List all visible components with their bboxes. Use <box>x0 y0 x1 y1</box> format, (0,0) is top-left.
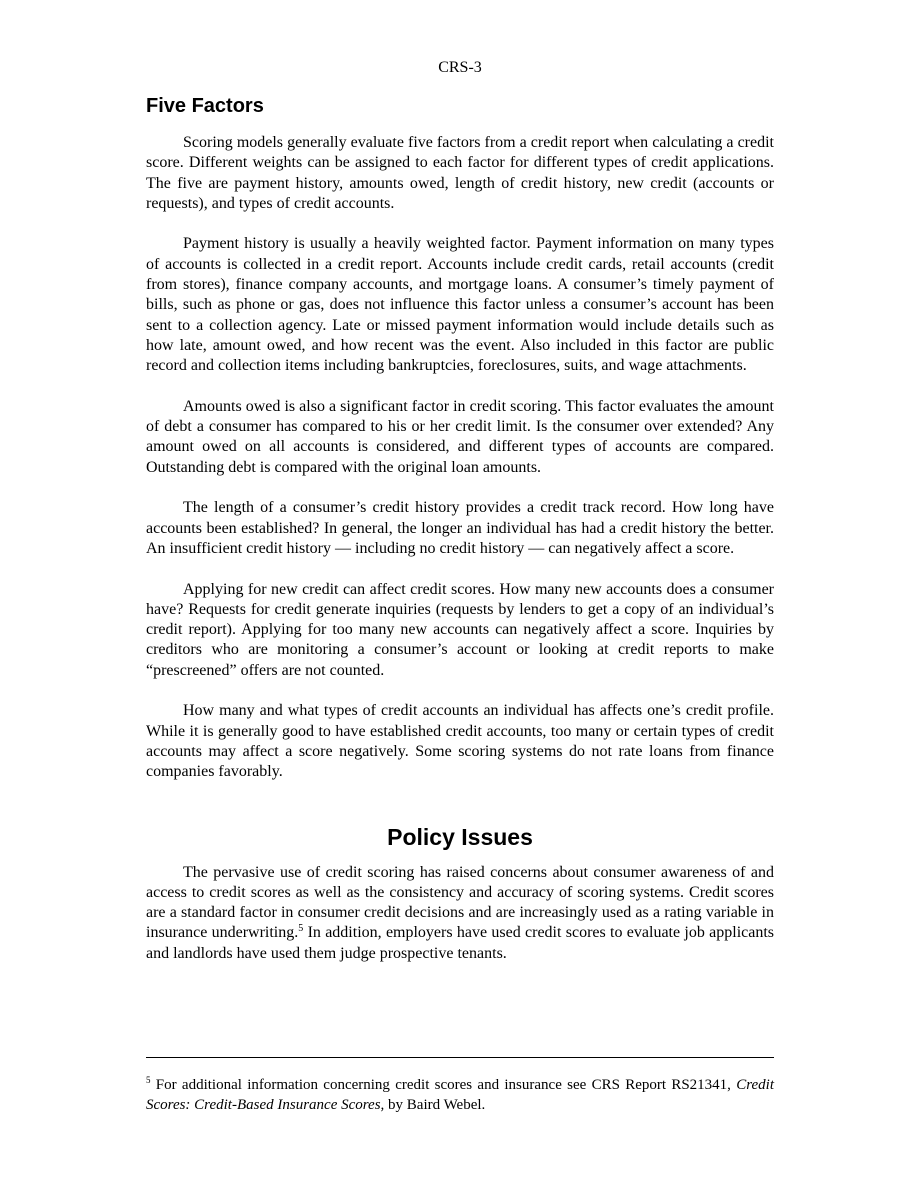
footnote-report-title: Credit Scores: Credit-Based Insurance Scores, <box>146 1077 774 1113</box>
paragraph: Scoring models generally evaluate five factors from a credit report when calculating a credit score. Different weights can be assigned to each factor for different types of credit applications. The five are payment history, amounts owed, length of credit history, new credit (accounts or requests), and types of credit accounts. <box>146 134 774 212</box>
footnote-text: by Baird Webel. <box>384 1097 486 1113</box>
paragraph-text: In addition, employers have used credit scores to evaluate job applicants and landlords have used them judge prospective tenants. <box>146 924 775 962</box>
main-content <box>146 94 774 964</box>
section-heading-five-factors: Five Factors <box>146 95 264 117</box>
paragraph: How many and what types of credit accounts an individual has affects one’s credit profile. While it is generally good to have established credit accounts, too many or certain types of credit accounts may affect a score negatively. Some scoring systems do not rate loans from finance companies favorably. <box>146 702 774 781</box>
section-heading-policy-issues: Policy Issues <box>387 823 533 850</box>
footnote <box>146 1075 774 1115</box>
footnote-text: For additional information concerning credit scores and insurance see CRS Report RS21341, <box>150 1077 737 1093</box>
paragraph: The length of a consumer’s credit history provides a credit track record. How long have accounts been established? In general, the longer an individual has had a credit history the better. An insufficient credit history — including no credit history — can negatively affect a score. <box>146 499 774 557</box>
paragraph: Amounts owed is also a significant factor in credit scoring. This factor evaluates the amount of debt a consumer has compared to his or her credit limit. Is the consumer over extended? Any amount owed on all accounts is considered, and different types of accounts are compared. Outstanding debt is compared with the original loan amounts. <box>146 397 774 476</box>
footnote-divider <box>146 1057 774 1058</box>
paragraph-text: The pervasive use of credit scoring has raised concerns about consumer awareness of and access to credit scores as well as the consistency and accuracy of scoring systems. Credit scores are a standard factor in consumer credit decisions and are increasingly used as a rating variable in insurance underwriting. <box>146 863 774 942</box>
page-number: CRS-3 <box>438 59 482 76</box>
paragraph: Payment history is usually a heavily weighted factor. Payment information on many types of accounts is collected in a credit report. Accounts include credit cards, retail accounts (credit from stores), finance company accounts, and mortgage loans. A consumer’s timely payment of bills, such as phone or gas, does not influence this factor unless a consumer’s account has been sent to a collection agency. Late or missed payment information would include details such as how late, amount owed, and how recent was the event. Also included in this factor are public record and collection items including bankruptcies, foreclosures, suits, and wage attachments. <box>146 235 774 375</box>
footnote-number: 5 <box>146 1075 151 1085</box>
paragraph-policy <box>146 863 774 964</box>
footnote-reference[interactable]: 5 <box>298 923 304 935</box>
paragraph: Applying for new credit can affect credit scores. How many new accounts does a consumer have? Requests for credit generate inquiries (requests by lenders to get a copy of an individual’s credit report). Applying for too many new accounts can negatively affect a score. Inquiries by creditors who are monitoring a consumer’s account or looking at credit reports to make “prescreened” offers are not counted. <box>146 580 774 679</box>
